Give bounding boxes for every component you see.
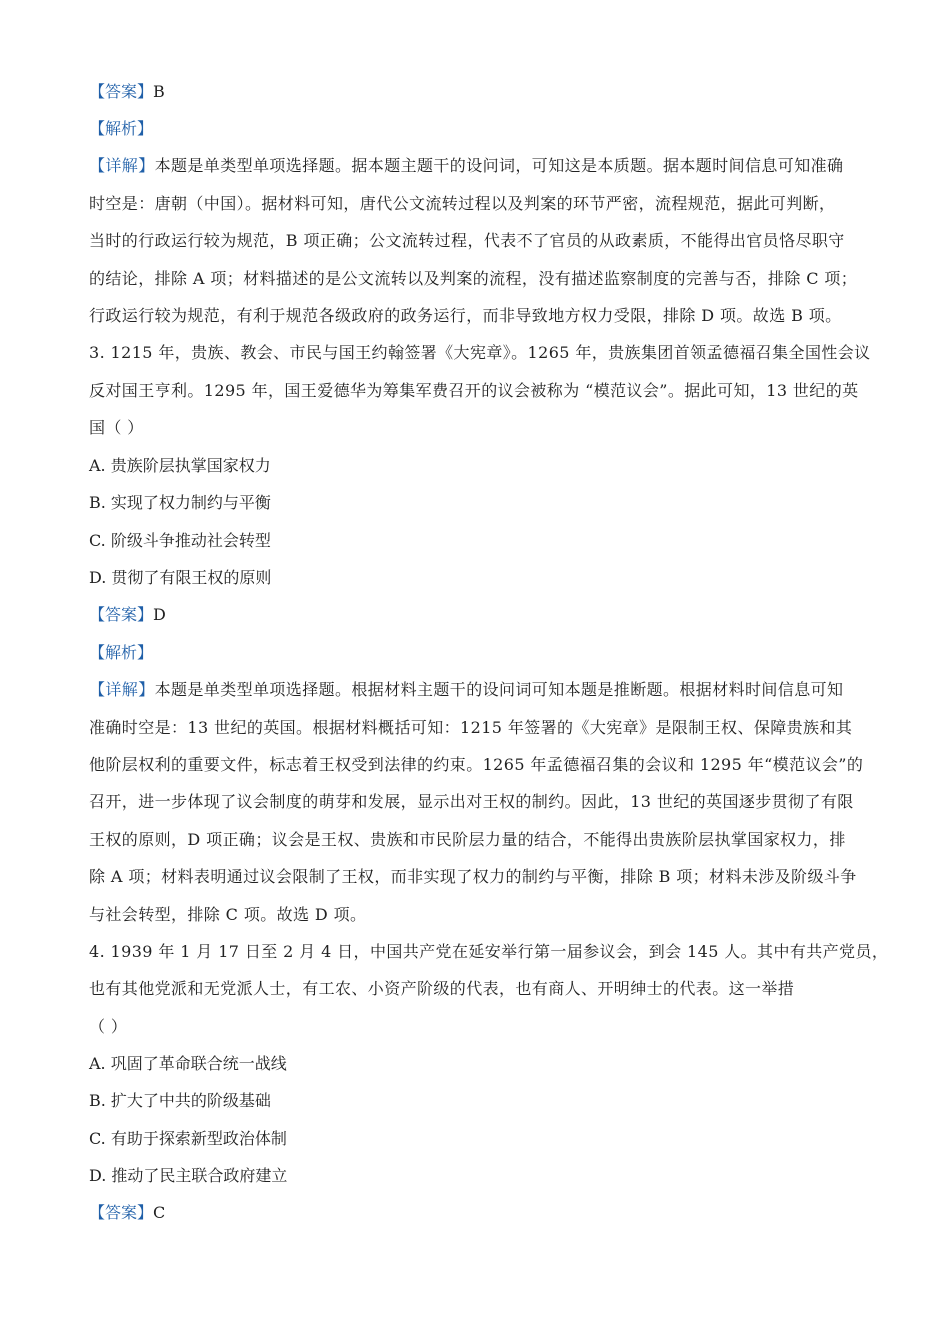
option-b: B. 实现了权力制约与平衡 [89,493,271,512]
detail-line: 当时的行政运行较为规范，B 项正确；公文流转过程，代表不了官员的从政素质，不能得出官员恪尽职守 [89,231,845,250]
question-line: 也有其他党派和无党派人士，有工农、小资产阶级的代表，也有商人、开明绅士的代表。这一举措 [89,979,795,998]
question-line: 4. 1939 年 1 月 17 日至 2 月 4 日，中国共产党在延安举行第一届参议会，到会 145 人。其中有共产党员， [89,942,889,961]
option-b: B. 扩大了中共的阶级基础 [89,1091,271,1110]
answer-value: D [153,605,166,624]
detail-line: 的结论，排除 A 项；材料描述的是公文流转以及判案的流程，没有描述监察制度的完善与否，排除 C 项； [89,269,858,288]
option-a: A. 巩固了革命联合统一战线 [89,1054,287,1073]
detail-line: 行政运行较为规范，有利于规范各级政府的政务运行，而非导致地方权力受限，排除 D 项。故选 B 项。 [89,306,842,325]
detail-text: 本题是单类型单项选择题。据本题主题干的设问词，可知这是本质题。据本题时间信息可知准确 [154,156,844,175]
answer-line [89,605,870,625]
option-d: D. 推动了民主联合政府建立 [89,1166,288,1185]
detail-line: 他阶层权利的重要文件，标志着王权受到法律的约束。1265 年孟德福召集的会议和 1295 年“模范议会”的 [89,755,864,774]
analysis-tag: 【解析】 [89,643,154,662]
answer-tag: 【答案】 [89,1203,154,1222]
answer-line [89,82,870,102]
detail-line [89,680,870,700]
answer-tag: 【答案】 [89,82,154,101]
analysis-tag: 【解析】 [89,119,154,138]
analysis-heading [89,643,870,663]
answer-value: C [153,1203,166,1222]
detail-text: 本题是单类型单项选择题。根据材料主题干的设问词可知本题是推断题。根据材料时间信息可知 [154,680,844,699]
option-c: C. 阶级斗争推动社会转型 [89,531,271,550]
option-c: C. 有助于探索新型政治体制 [89,1129,287,1148]
question-line: 反对国王亨利。1295 年，国王爱德华为筹集军费召开的议会被称为 “模范议会”。据此可知，13 世纪的英 [89,381,859,400]
detail-line: 除 A 项；材料表明通过议会限制了王权，而非实现了权力的制约与平衡，排除 B 项；材料未涉及阶级斗争 [89,867,857,886]
question-line: （ ） [89,1017,128,1036]
detail-tag: 【详解】 [89,680,155,699]
detail-line: 召开，进一步体现了议会制度的萌芽和发展，显示出对王权的制约。因此，13 世纪的英国逐步贯彻了有限 [89,792,854,811]
detail-line: 王权的原则，D 项正确；议会是王权、贵族和市民阶层力量的结合，不能得出贵族阶层执掌国家权力，排 [89,830,846,849]
answer-line [89,1203,870,1223]
detail-line: 与社会转型，排除 C 项。故选 D 项。 [89,905,367,924]
analysis-heading [89,119,870,139]
answer-tag: 【答案】 [89,605,154,624]
detail-tag: 【详解】 [89,156,155,175]
question-line: 国（ ） [89,418,144,437]
answer-value: B [153,82,165,101]
option-d: D. 贯彻了有限王权的原则 [89,568,272,587]
detail-line [89,156,870,176]
question-line: 3. 1215 年，贵族、教会、市民与国王约翰签署《大宪章》。1265 年，贵族集团首领孟德福召集全国性会议 [89,343,871,362]
detail-line: 时空是：唐朝（中国）。据材料可知，唐代公文流转过程以及判案的环节严密，流程规范，据此可判断， [89,194,836,213]
detail-line: 准确时空是：13 世纪的英国。根据材料概括可知：1215 年签署的《大宪章》是限制王权、保障贵族和其 [89,718,853,737]
option-a: A. 贵族阶层执掌国家权力 [89,456,271,475]
